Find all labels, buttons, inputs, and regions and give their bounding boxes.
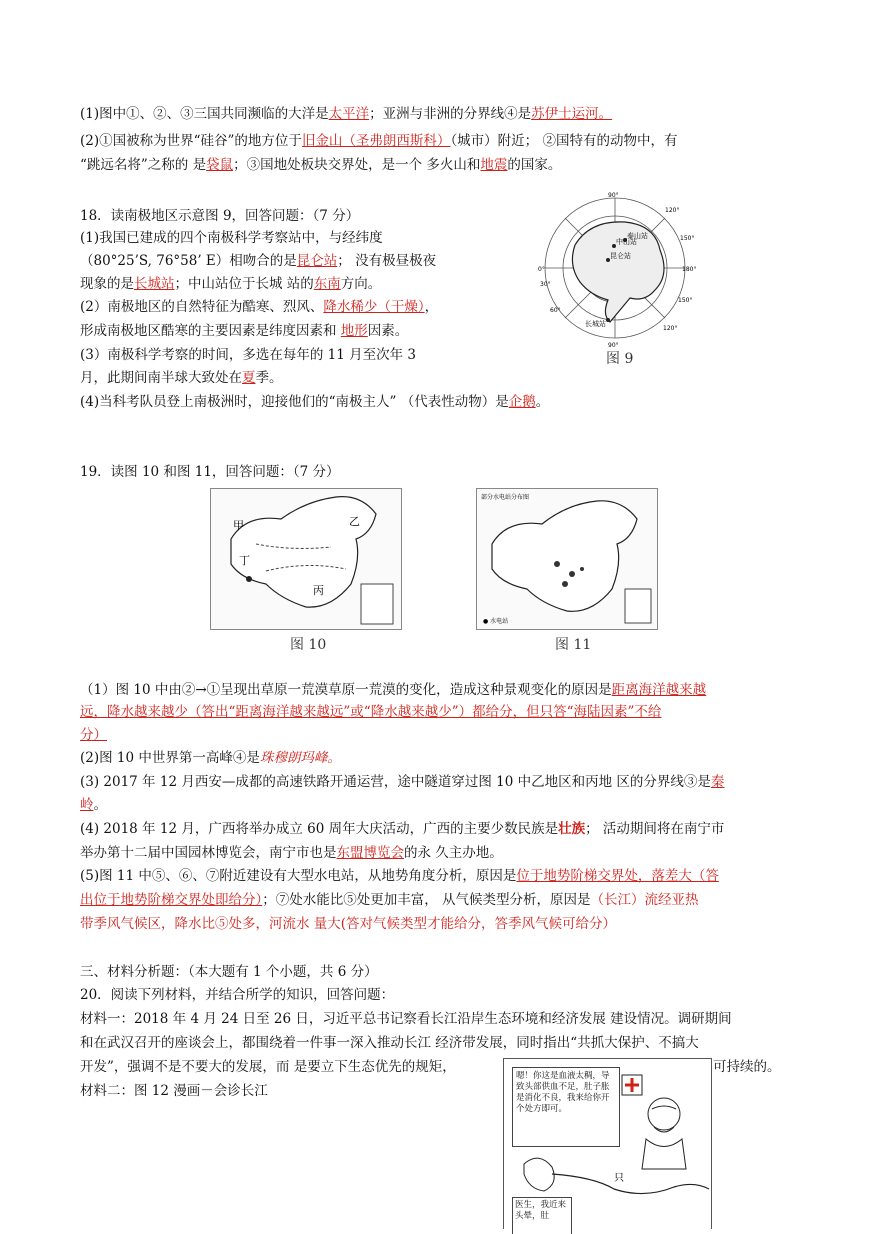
answer: 出位于地势阶梯交界处即给分） — [80, 892, 263, 908]
deg-label: 90° — [608, 192, 619, 199]
q19-a4-line-1: (4) 2018 年 12 月，广西将举办成立 60 周年大庆活动，广西的主要少数民族是壮族； 活动期间将在南宁市 — [80, 821, 725, 837]
q19-a3-line-2: 岭。 — [80, 797, 107, 813]
answer: 旧金山（圣弗朗西斯科） — [301, 133, 451, 149]
material-1-line-3b: 可持续的。 — [713, 1059, 781, 1075]
q19-a5-line-3 — [80, 914, 616, 934]
answer: 岭 — [80, 797, 94, 813]
q20-title: 20．阅读下列材料，并结合所学的知识，回答问题： — [80, 987, 395, 1003]
material-2: 材料二：图 12 漫画－会诊长江 — [80, 1083, 268, 1099]
answer: 距离海洋越来越 — [611, 682, 707, 698]
answer: （长江）流经亚热 — [590, 892, 699, 908]
answer: 带季风气候区，降水比⑤处多，河流水 量大(答对气候类型才能给分，答季风气候可给分） — [80, 916, 617, 932]
q17-line-1: (1)图中①、②、③三国共同濒临的大洋是太平洋；亚洲与非洲的分界线④是苏伊士运河。 — [80, 106, 613, 122]
patient-bubble: 医生，我近来头晕，肚 — [512, 1197, 572, 1234]
answer: 袋鼠 — [206, 157, 234, 173]
answer: 地震 — [480, 157, 508, 173]
speech-bubble: 嗯！你这是血液太稠，导致头部供血不足，肚子胀是消化不良，我来给你开个处方即可。 — [512, 1067, 620, 1147]
zhongshan-label: 中山站 — [616, 238, 637, 246]
answer: 夏 — [242, 370, 256, 386]
section-3-heading: 三、材料分析题：（本大题有 1 个小题，共 6 分） — [80, 964, 378, 980]
q19-a1-line-1: （1）图 10 中由②→①呈现出草原一荒漠草原一荒漠的变化，造成这种景观变化的原因是距离海洋越来越 — [80, 682, 707, 698]
fig9-caption: 图 9 — [606, 351, 634, 367]
q19-title: 19．读图 10 和图 11，回答问题：（7 分） — [80, 464, 340, 480]
deg-label: 60° — [550, 307, 561, 314]
q19-a1-line-2 — [80, 702, 661, 722]
deg-label: 150° — [678, 297, 693, 304]
fig10-caption: 图 10 — [290, 637, 327, 653]
material-1-line-3a: 开发”，强调不是不要大的发展，而 是要立下生态优先的规矩， — [80, 1059, 456, 1075]
answer: 长城站 — [134, 276, 175, 292]
q18-line-3: 现象的是长城站；中山站位于长城 站的东南方向。 — [80, 276, 382, 292]
q18-line-5: 形成南极地区酷寒的主要因素是纬度因素和 地形因素。 — [80, 323, 409, 339]
answer: 位于地势阶梯交界处，落差大（答 — [516, 868, 719, 884]
q18-line-1: (1)我国已建成的四个南极科学考察站中，与经纬度 — [80, 230, 383, 246]
region-ding: 丁 — [239, 554, 250, 567]
q18-line-7: 月，此期间南半球大致处在夏季。 — [80, 370, 283, 386]
fig11-title: 部分水电站分布图 — [481, 494, 530, 501]
q19-a5-line-1: (5)图 11 中⑤、⑥、⑦附近建设有大型水电站，从地势角度分析，原因是位于地势阶梯交界处，落差大（答 — [80, 868, 719, 884]
antarctica-map — [530, 190, 700, 365]
figure-10-map — [210, 488, 402, 630]
region-jia: 甲 — [233, 519, 244, 532]
q17-line-3: “跳远名将”之称的 是袋鼠；③国地处板块交界处，是一个 多火山和地震的国家。 — [80, 157, 562, 173]
deg-label: 180° — [682, 266, 697, 273]
answer: 地形 — [340, 323, 368, 339]
fig11-legend: ● 水电站 — [483, 618, 509, 625]
answer: 秦 — [710, 774, 725, 790]
answer: 壮族 — [558, 821, 586, 837]
deg-label: 90° — [608, 342, 619, 349]
answer: 太平洋 — [328, 106, 370, 122]
q18-line-8: (4)当科考队员登上南极洲时，迎接他们的“南极主人” （代表性动物）是企鹅。 — [80, 394, 550, 410]
q19-a3-line-1: (3) 2017 年 12 月西安—成都的高速铁路开通运营，途中隧道穿过图 10 中乙地区和丙地 区的分界线③是秦 — [80, 774, 725, 790]
answer: 降水稀少（干燥） — [323, 299, 425, 315]
answer: 珠穆朗玛峰。 — [259, 750, 341, 766]
material-1-line-2: 和在武汉召开的座谈会上，都围绕着一件事一深入推动长江 经济带发展，同时指出“共抓大保护、不搞大 — [80, 1035, 699, 1051]
q19-a5-line-2: 出位于地势阶梯交界处即给分）；⑦处水能比⑤处更加丰富， 从气候类型分析，原因是（长江）流经亚热 — [80, 892, 699, 908]
answer: 东盟博览会 — [336, 845, 404, 861]
cartoon-figure-12 — [503, 1058, 712, 1229]
kunlun-label: 昆仑站 — [610, 252, 631, 260]
q18-line-2: （80°25’S, 76°58’ E）相吻合的是昆仑站； 没有极昼极夜 — [80, 253, 437, 269]
changcheng-label: 长城站 — [585, 320, 606, 328]
region-bing: 丙 — [313, 584, 324, 597]
q19-a1-line-3 — [80, 725, 107, 745]
deg-label: 120° — [663, 325, 678, 332]
answer: 企鹅 — [508, 394, 536, 410]
fig11-caption: 图 11 — [555, 637, 592, 653]
answer: 远，降水越来越少（答出“距离海洋越来越远”或“降水越来越少”）都给分，但只答“海陆因素”不给 — [80, 704, 662, 720]
q19-a2: (2)图 10 中世界第一高峰④是珠穆朗玛峰。 — [80, 750, 341, 766]
svg-text:只: 只 — [614, 1173, 624, 1184]
material-1-line-1: 材料一：2018 年 4 月 24 日至 26 日，习近平总书记察看长江沿岸生态环境和经济发展 建设情况。调研期间 — [80, 1011, 732, 1027]
q18-line-6: (3）南极科学考察的时间，多选在每年的 11 月至次年 3 — [80, 347, 416, 363]
q18-line-4: (2）南极地区的自然特征为酷寒、烈风、降水稀少（干燥）， — [80, 299, 439, 315]
q19-a4-line-2: 举办第十二届中国园林博览会，南宁市也是东盟博览会的永 久主办地。 — [80, 845, 503, 861]
answer: 东南 — [313, 276, 341, 292]
answer: 苏伊士运河。 — [531, 106, 613, 122]
answer: 分） — [80, 727, 107, 743]
deg-label: 120° — [665, 207, 680, 214]
region-yi: 乙 — [349, 515, 360, 528]
deg-label: 0° — [538, 266, 545, 273]
deg-label: 30° — [540, 281, 551, 288]
deg-label: 150° — [680, 235, 695, 242]
answer: 昆仑站 — [296, 253, 338, 269]
taishan-label: 泰山站 — [627, 232, 648, 240]
q18-title: 18．读南极地区示意图 9，回答问题：（7 分） — [80, 208, 360, 224]
q17-line-2: (2)①国被称为世界“硅谷”的地方位于旧金山（圣弗朗西斯科）（城市）附近； ②国特有的动物中，有 — [80, 133, 678, 149]
figure-11-map — [476, 488, 658, 630]
